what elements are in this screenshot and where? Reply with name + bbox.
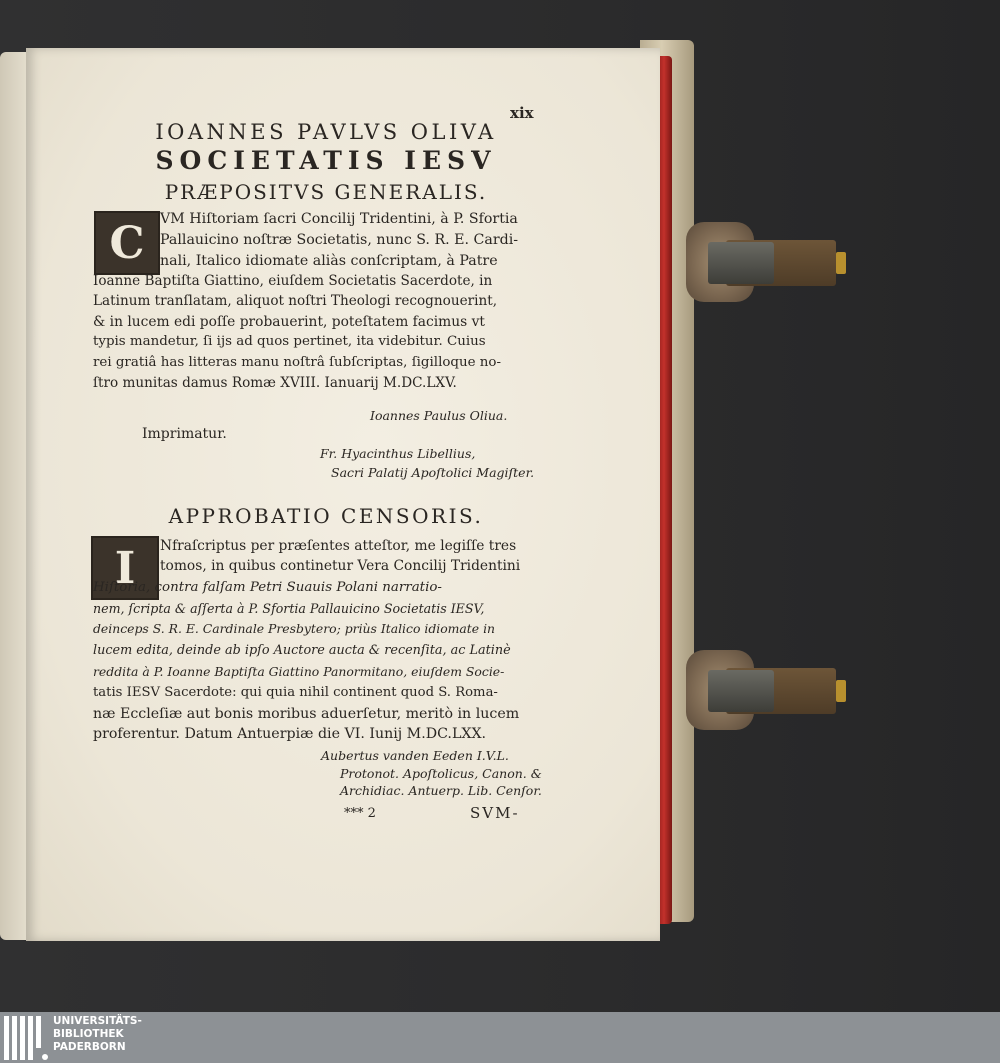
letter-heading-title: PRÆPOSITVS GENERALIS.	[164, 180, 488, 204]
approbatio-signature-office: Protonot. Apoſtolicus, Canon. &	[340, 766, 542, 781]
library-footer	[0, 1012, 1000, 1063]
dropcap-i: I	[91, 536, 159, 600]
text-line: lucem edita, deinde ab ipſo Auctore aucta & recenſita, ac Latinè	[93, 643, 511, 658]
approbatio-signature-office-2: Archidiac. Antuerp. Lib. Cenſor.	[340, 783, 542, 798]
text-line: Latinum tranſlatam, aliquot noſtri Theologi recognouerint,	[93, 293, 498, 309]
text-line: Ioanne Baptiſta Giattino, eiuſdem Societatis Sacerdote, in	[93, 273, 493, 289]
catchword: SVM-	[470, 804, 520, 822]
letter-signature: Ioannes Paulus Oliua.	[370, 408, 508, 423]
page-folio: xix	[510, 104, 534, 122]
approbatio-heading: APPROBATIO CENSORIS.	[168, 504, 484, 528]
text-line: typis mandetur, ſi ijs ad quos pertinet, ita videbitur. Cuius	[93, 334, 486, 349]
text-line: næ Eccleſiæ aut bonis moribus aduerſetur, meritò in lucem	[93, 706, 520, 722]
text-line: VM Hiſtoriam ſacri Concilij Tridentini, à P. Sfortia	[160, 211, 518, 227]
censor-office: Sacri Palatij Apoſtolici Magiſter.	[331, 465, 535, 480]
library-logo-icon	[4, 1016, 48, 1060]
text-line: nem, ſcripta & aſſerta à P. Sfortia Pallauicino Societatis IESV,	[93, 601, 485, 616]
imprimatur: Imprimatur.	[142, 426, 227, 442]
letter-heading-society: SOCIETATIS IESV	[155, 146, 497, 175]
dropcap-c: C	[94, 211, 160, 275]
text-line: ſtro munitas damus Romæ XVIII. Ianuarij M.DC.LXV.	[93, 375, 457, 391]
text-line: reddita à P. Ioanne Baptiſta Giattino Panormitano, eiuſdem Socie-	[93, 664, 505, 679]
text-line: Hiſtoria, contra falſam Petri Suauis Polani narratio-	[93, 580, 442, 595]
upper-clasp	[686, 222, 854, 302]
text-line: tomos, in quibus continetur Vera Concilij Tridentini	[160, 558, 521, 574]
approbatio-signature-name: Aubertus vanden Eeden I.V.L.	[321, 748, 509, 763]
text-line: proferentur. Datum Antuerpiæ die VI. Iunij M.DC.LXX.	[93, 726, 487, 742]
text-line: Nfraſcriptus per præſentes atteſtor, me legiſſe tres	[160, 538, 517, 554]
lower-clasp	[686, 650, 854, 730]
signature-mark: *** 2	[344, 806, 376, 821]
text-line: deinceps S. R. E. Cardinale Presbytero; priùs Italico idiomate in	[93, 621, 496, 636]
censor-name: Fr. Hyacinthus Libellius,	[320, 446, 476, 461]
text-line: rei gratiâ has litteras manu noſtrâ ſubſcriptas, ſigilloque no-	[93, 355, 501, 370]
text-line: nali, Italico idiomate aliàs conſcriptam, à Patre	[160, 253, 498, 269]
letter-heading-name: IOANNES PAVLVS OLIVA	[155, 120, 497, 144]
text-line: tatis IESV Sacerdote: qui quia nihil continent quod S. Roma-	[93, 685, 498, 700]
text-line: Pallauicino noſtræ Societatis, nunc S. R. E. Cardi-	[160, 232, 519, 248]
text-line: & in lucem edi poſſe probauerint, poteſtatem facimus vt	[93, 314, 485, 330]
library-name: UNIVERSITÄTS- BIBLIOTHEK PADERBORN	[53, 1015, 142, 1053]
